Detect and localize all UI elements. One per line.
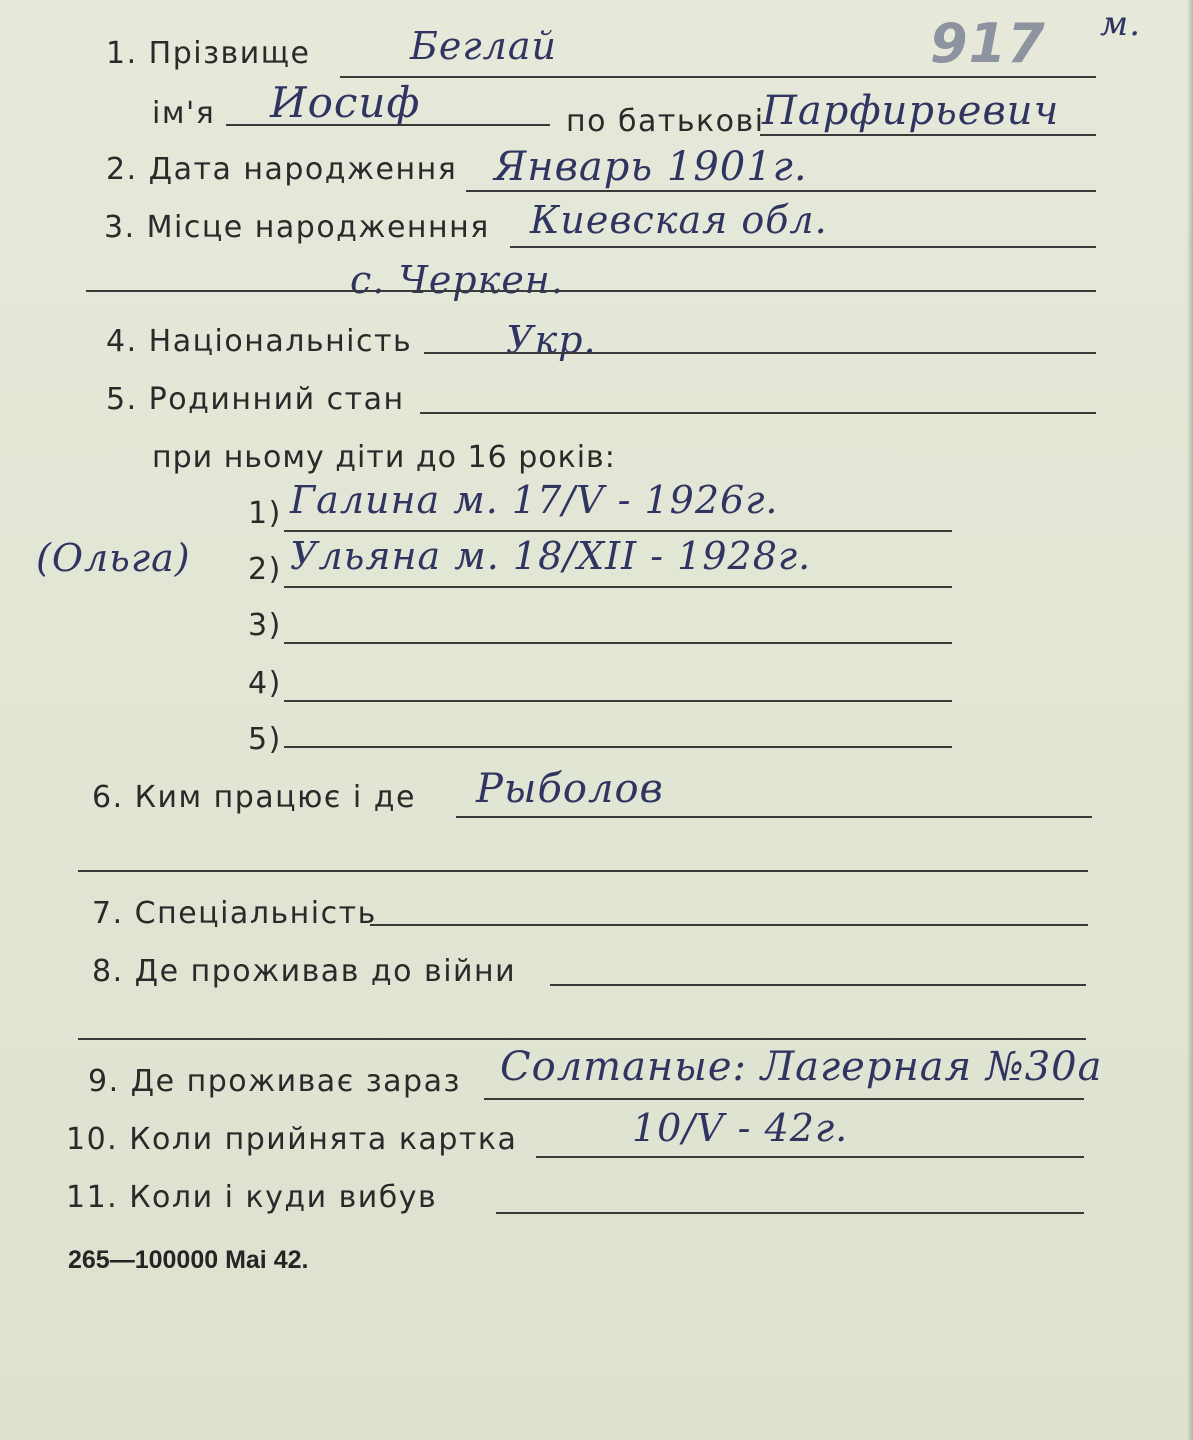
birth-place-label: 3. Місце народженння bbox=[104, 210, 490, 245]
current-residence-line bbox=[484, 1098, 1084, 1100]
occupation-line bbox=[456, 816, 1092, 818]
birth-place-line2 bbox=[86, 290, 1096, 292]
surname-label: 1. Прізвище bbox=[106, 36, 311, 71]
nationality-value: Укр. bbox=[506, 318, 597, 362]
nationality-label: 4. Національність bbox=[106, 324, 413, 359]
child-2-value: Ульяна м. 18/XII - 1928г. bbox=[290, 534, 812, 578]
current-residence-label: 9. Де проживає зараз bbox=[88, 1064, 461, 1099]
patronymic-value: Парфирьевич bbox=[762, 88, 1060, 134]
departed-line bbox=[496, 1212, 1084, 1214]
prewar-residence-line bbox=[550, 984, 1086, 986]
surname-line bbox=[340, 76, 1096, 78]
child-1-value: Галина м. 17/V - 1926г. bbox=[290, 478, 779, 522]
archive-number: 917 bbox=[930, 12, 1046, 75]
name-line bbox=[226, 124, 550, 126]
corner-letter: м. bbox=[1100, 4, 1141, 44]
card-edge-shadow bbox=[1187, 0, 1193, 1440]
current-residence-value: Солтаные: Лагерная №30а bbox=[500, 1044, 1103, 1090]
birth-place-value: Киевская обл. bbox=[530, 198, 828, 242]
child-2-line bbox=[284, 586, 952, 588]
birth-place-line bbox=[510, 246, 1096, 248]
specialty-line bbox=[370, 924, 1088, 926]
child-1-line bbox=[284, 530, 952, 532]
child-5-line bbox=[284, 746, 952, 748]
family-status-label: 5. Родинний стан bbox=[106, 382, 405, 417]
card-accepted-value: 10/V - 42г. bbox=[632, 1106, 849, 1150]
card-accepted-label: 10. Коли прийнята картка bbox=[66, 1122, 518, 1157]
child-2-number: 2) bbox=[248, 552, 282, 587]
children-heading: при ньому діти до 16 років: bbox=[152, 440, 616, 475]
name-value: Иосиф bbox=[270, 78, 421, 127]
card-accepted-line bbox=[536, 1156, 1084, 1158]
surname-value: Беглай bbox=[410, 24, 557, 68]
occupation-line2 bbox=[78, 870, 1088, 872]
birth-date-label: 2. Дата народження bbox=[106, 152, 458, 187]
occupation-label: 6. Ким працює і де bbox=[92, 780, 416, 815]
birth-date-line bbox=[466, 190, 1096, 192]
name-label: ім'я bbox=[152, 96, 216, 131]
print-code: 265—100000 Mai 42. bbox=[68, 1246, 309, 1274]
family-status-line bbox=[420, 412, 1096, 414]
child-3-line bbox=[284, 642, 952, 644]
nationality-line bbox=[424, 352, 1096, 354]
occupation-value: Рыболов bbox=[476, 766, 664, 812]
patronymic-label: по батькові bbox=[566, 104, 765, 139]
child-4-line bbox=[284, 700, 952, 702]
child-5-number: 5) bbox=[248, 722, 282, 757]
prewar-residence-label: 8. Де проживав до війни bbox=[92, 954, 517, 989]
departed-label: 11. Коли і куди вибув bbox=[66, 1180, 438, 1215]
birth-place-value-line2: с. Черкен. bbox=[350, 258, 564, 302]
child-2-margin-note: (Ольга) bbox=[36, 536, 191, 580]
specialty-label: 7. Спеціальність bbox=[92, 896, 377, 931]
child-1-number: 1) bbox=[248, 496, 282, 531]
prewar-residence-line2 bbox=[78, 1038, 1086, 1040]
patronymic-line bbox=[760, 134, 1096, 136]
child-3-number: 3) bbox=[248, 608, 282, 643]
child-4-number: 4) bbox=[248, 666, 282, 701]
birth-date-value: Январь 1901г. bbox=[494, 144, 808, 190]
